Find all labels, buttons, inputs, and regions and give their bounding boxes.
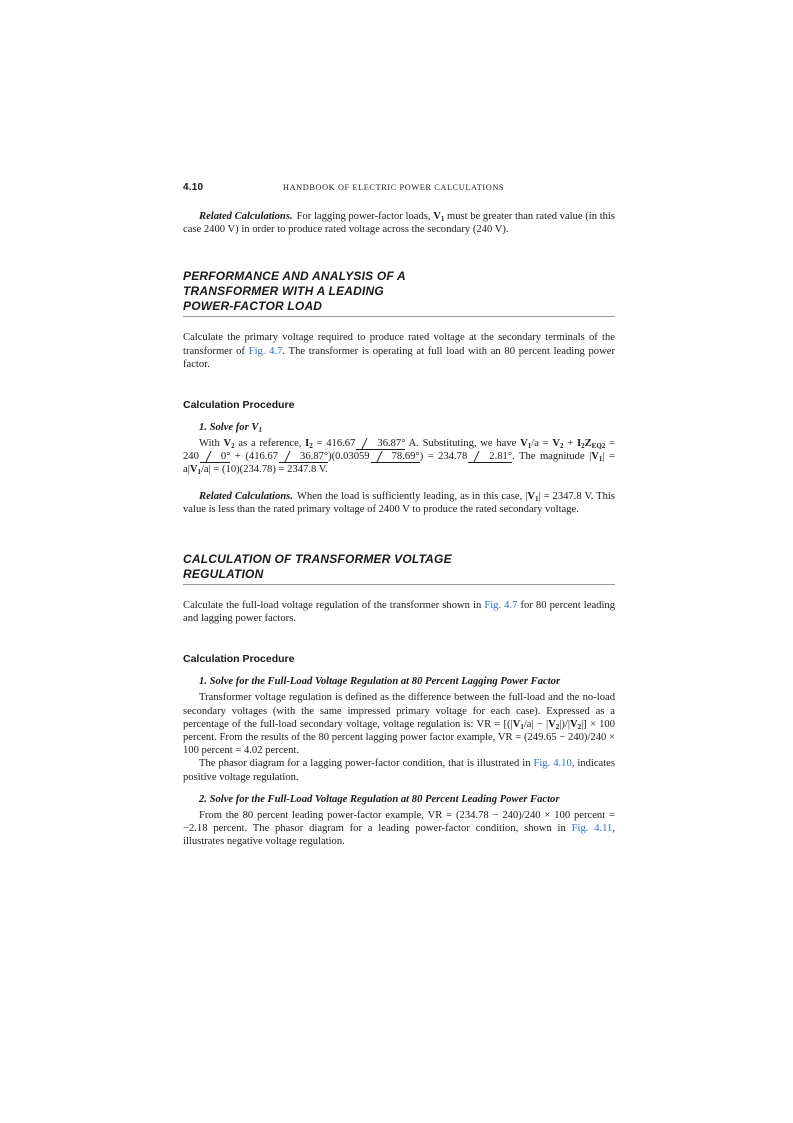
- page-number: 4.10: [183, 182, 204, 193]
- related-calculations-label: Related Calculations.: [199, 211, 293, 222]
- page: [183, 182, 615, 848]
- fig-4-7-link[interactable]: Fig. 4.7: [484, 600, 518, 612]
- step-body-paragraph: From the 80 percent leading power-factor example, VR = (234.78 − 240)/240 × 100 percent = −2.18 percent. The phasor diagram for a leading power-factor condition, shown in Fig. 4.11, illustrates negative voltage regulation.: [183, 809, 616, 848]
- fig-4-10-link[interactable]: Fig. 4.10: [533, 758, 572, 770]
- phasor-angle: 78.69°: [371, 451, 420, 463]
- section-heading-voltage-regulation: CALCULATION OF TRANSFORMER VOLTAGE REGULATION: [183, 552, 615, 585]
- step-heading: 2. Solve for the Full-Load Voltage Regulation at 80 Percent Leading Power Factor: [199, 793, 560, 805]
- related-calculations-label: Related Calculations.: [199, 490, 293, 502]
- phasor-angle: 36.87°: [356, 438, 405, 450]
- phasor-angle: 36.87°: [279, 451, 328, 463]
- fig-4-7-link[interactable]: Fig. 4.7: [248, 345, 283, 357]
- fig-4-11-link[interactable]: Fig. 4.11: [571, 823, 613, 835]
- page-header: [183, 182, 615, 198]
- phasor-angle: 2.81°: [468, 451, 512, 463]
- related-calculations-paragraph: Related Calculations. For lagging power-factor loads, $V_1$ must be greater than rated value (in this case 2400 V) in order to produce rated voltage across the secondary (240 V).: [183, 211, 615, 236]
- section-intro-paragraph: Calculate the full-load voltage regulation of the transformer shown in Fig. 4.7 for 80 percent leading and lagging power factors.: [183, 600, 615, 625]
- step-heading: 1. Solve for the Full-Load Voltage Regulation at 80 Percent Lagging Power Factor: [199, 676, 561, 688]
- step-body-paragraph: The phasor diagram for a lagging power-factor condition, that is illustrated in Fig. 4.10, indicates positive voltage regulation.: [183, 758, 616, 783]
- calculation-procedure-heading: Calculation Procedure: [183, 653, 295, 666]
- related-calculations-paragraph: Related Calculations. When the load is sufficiently leading, as in this case, $|V_1| = 2347.8$ V. This value is less than the rated primary voltage of 2400 V to produce the rated secondary voltage.: [183, 490, 615, 515]
- step-body-paragraph: With $V_2$ as a reference, $I_2 = 416.67$ 36.87° A. Substituting, we have $V_1/a = V_2 + I_2Z_{EQ2} = 240$ 0° + (416.67 36.87°)(0.03059 78.69°) = 234.78 2.81°. The magnitude $|V_1| = a|V_1/a| = (10)(234.78) = 2347.8$ V.: [183, 438, 615, 477]
- running-title: HANDBOOK OF ELECTRIC POWER CALCULATIONS: [283, 183, 505, 192]
- calculation-procedure-heading: Calculation Procedure: [183, 399, 295, 412]
- phasor-angle: 0°: [200, 451, 231, 463]
- step-body-paragraph: Transformer voltage regulation is defined as the difference between the full-load and the no-load secondary voltages (with the same impressed primary voltage for each case). Expressed as a percentage of the full-load secondary voltage, voltage regulation is: VR = $[(|V_1/a| - |V_2|)/|V_2|] \times 100$ percent. From the results of the 80 percent lagging power factor example, VR = (249.65 − 240)/240 × 100 percent = 4.02 percent.: [183, 692, 616, 757]
- section-intro-paragraph: Calculate the primary voltage required to produce rated voltage at the secondary terminals of the transformer of Fig. 4.7. The transformer is operating at full load with an 80 percent leading power factor.: [183, 332, 615, 370]
- step-heading: 1. Solve for $V_1$: [199, 422, 262, 435]
- section-heading-leading-pf: PERFORMANCE AND ANALYSIS OF A TRANSFORMER WITH A LEADING POWER-FACTOR LOAD: [183, 269, 615, 317]
